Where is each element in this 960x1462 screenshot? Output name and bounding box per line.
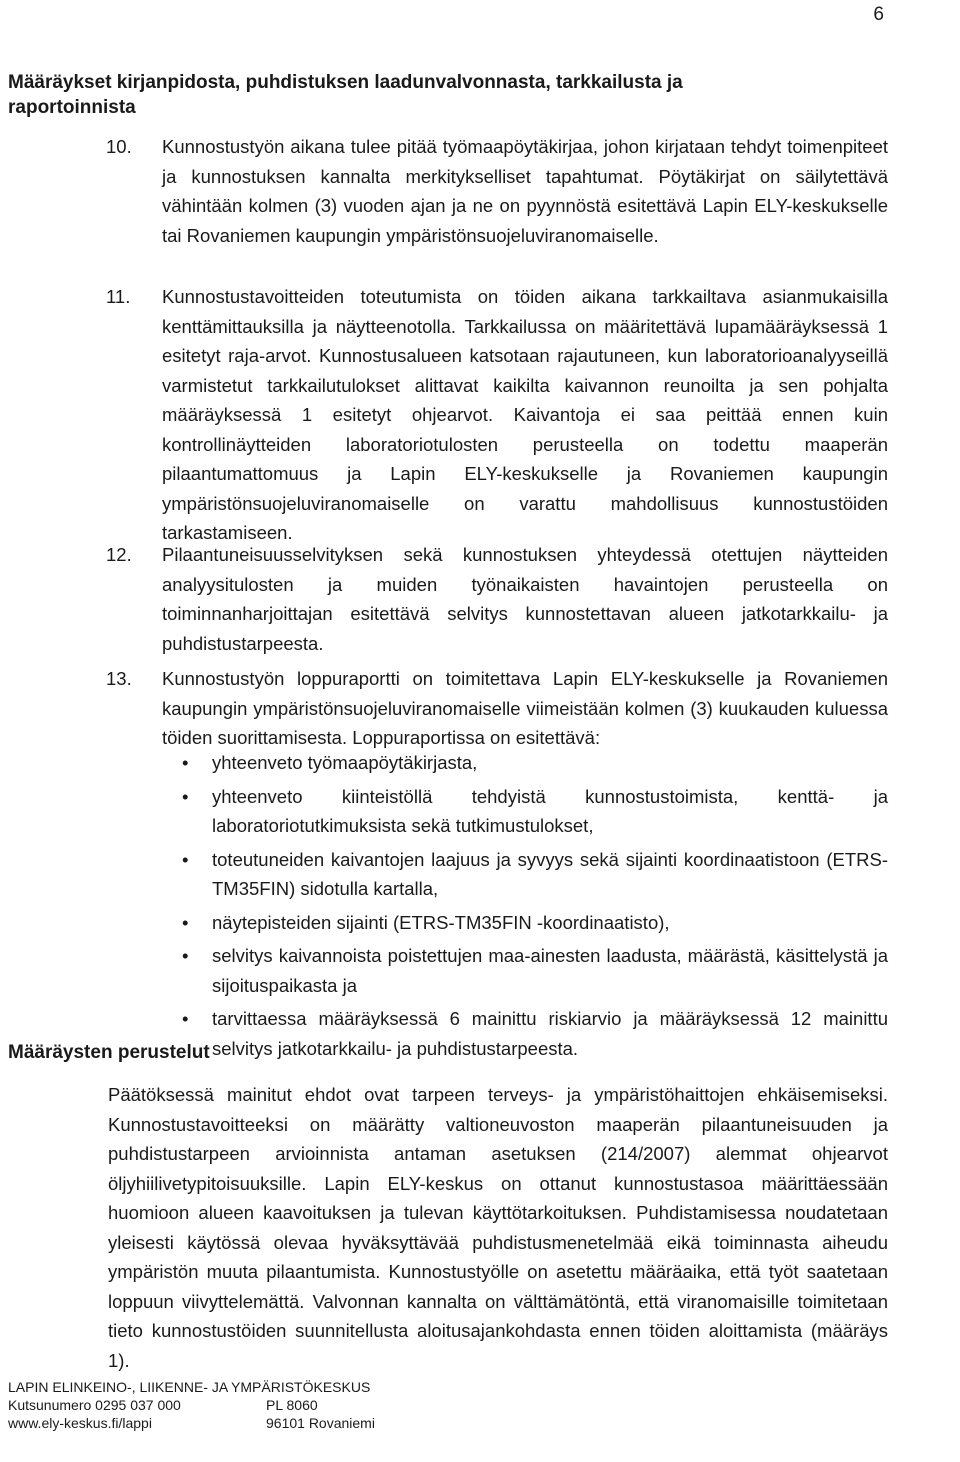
- footer: [8, 1378, 375, 1432]
- page-number: 6: [873, 4, 884, 25]
- item-number: 13.: [106, 668, 132, 689]
- footer-org: LAPIN ELINKEINO-, LIIKENNE- JA YMPÄRISTÖKESKUS: [8, 1379, 371, 1395]
- list-item: • yhteenveto kiinteistöllä tehdyistä kunnostustoimista, kenttä- ja laboratoriotutkimuksista sekä tutkimustulokset,: [162, 782, 888, 841]
- list-item: • yhteenveto työmaapöytäkirjasta,: [162, 748, 888, 778]
- item-text: Kunnostustavoitteiden toteutumista on töiden aikana tarkkailtava asianmukaisilla kenttämittauksilla ja näytteenotolla. Tarkkailussa on määritettävä lupamääräyksessä 1 esitetyt raja-arvot. Kunnostusalueen katsotaan rajautuneen, kun laboratorioanalyyseillä varmistetut tarkkailutulokset alittavat kaikilta kaivannon reunoilta ja sen pohjalta määräyksessä 1 esitetyt ohjearvot. Kaivantoja ei saa peittää ennen kuin kontrollinäytteiden laboratoriotulosten perusteella on todettu maaperän pilaantumattomuus ja Lapin ELY-keskukselle ja Rovaniemen kaupungin ympäristönsuojeluviranomaiselle on varattu mahdollisuus kunnostustöiden tarkastamiseen.: [162, 286, 888, 543]
- item-text: Kunnostustyön loppuraportti on toimitettava Lapin ELY-keskukselle ja Rovaniemen kaupungin ympäristönsuojeluviranomaiselle viimeistään kolmen (3) kuukauden kuluessa töiden suorittamisesta. Loppuraportissa on esitettävä:: [162, 668, 888, 748]
- bullet-icon: •: [182, 752, 189, 773]
- section-heading: Määräykset kirjanpidosta, puhdistuksen laadunvalvonnasta, tarkkailusta ja raportoinnista: [8, 72, 683, 118]
- section-heading: Määräysten perustelut: [8, 1042, 210, 1063]
- footer-postal: 96101 Rovaniemi: [266, 1415, 375, 1431]
- item-number: 10.: [106, 136, 132, 157]
- bullet-icon: •: [182, 945, 189, 966]
- item-number: 12.: [106, 544, 132, 565]
- rationale-paragraph: Päätöksessä mainitut ehdot ovat tarpeen terveys- ja ympäristöhaittojen ehkäisemiseksi. Kunnostustavoitteeksi on määrätty valtioneuvoston maaperän pilaantuneisuuden ja puhdistustarpeen arvioinnista antaman asetuksen (214/2007) alemmat ohjearvot öljyhiilivetypitoisuuksille. Lapin ELY-keskus on ottanut kunnostustasoa määrittäessään huomioon alueen kaavoituksen ja tulevan käyttötarkoituksen. Puhdistamisessa noudatetaan yleisesti käytössä olevaa hyväksyttävää puhdistusmenetelmää eikä toiminnasta aiheudu ympäristön muuta pilaantumista. Kunnostustyölle on asetettu määräaika, että työt saatetaan loppuun viivyttelemättä. Valvonnan kannalta on välttämätöntä, että viranomaisille toimitetaan tieto kunnostustöiden suunnitellusta aloitusajankohdasta ennen töiden aloittamista (määräys 1).: [108, 1084, 888, 1371]
- item-text: Pilaantuneisuusselvityksen sekä kunnostuksen yhteydessä otettujen näytteiden analyysitulosten ja muiden työnaikaisten havaintojen perusteella on toiminnanharjoittajan esitettävä selvitys kunnostettavan alueen jatkotarkkailu- ja puhdistustarpeesta.: [162, 544, 888, 654]
- list-item: • selvitys kaivannoista poistettujen maa-ainesten laadusta, määrästä, käsittelystä ja sijoituspaikasta ja: [162, 941, 888, 1000]
- list-item: • tarvittaessa määräyksessä 6 mainittu riskiarvio ja määräyksessä 12 mainittu selvitys jatkotarkkailu- ja puhdistustarpeesta.: [162, 1004, 888, 1063]
- report-contents-list: [162, 748, 888, 1067]
- bullet-icon: •: [182, 785, 189, 807]
- footer-pobox: PL 8060: [266, 1397, 318, 1413]
- item-text: Kunnostustyön aikana tulee pitää työmaapöytäkirjaa, johon kirjataan tehdyt toimenpiteet ja kunnostuksen kannalta merkitykselliset tapahtumat. Pöytäkirjat on säilytettävä vähintään kolmen (3) vuoden ajan ja ne on pyynnöstä esitettävä Lapin ELY-keskukselle tai Rovaniemen kaupungin ympäristönsuojeluviranomaiselle.: [162, 136, 888, 246]
- bullet-icon: •: [182, 911, 189, 933]
- list-item: • näytepisteiden sijainti (ETRS-TM35FIN -koordinaatisto),: [162, 908, 888, 938]
- item-number: 11.: [106, 286, 131, 307]
- footer-web-link[interactable]: www.ely-keskus.fi/lappi: [8, 1415, 152, 1431]
- list-item: • toteutuneiden kaivantojen laajuus ja syvyys sekä sijainti koordinaatistoon (ETRS-TM35FIN) sidotulla kartalla,: [162, 845, 888, 904]
- bullet-icon: •: [182, 1008, 189, 1029]
- footer-phone: Kutsunumero 0295 037 000: [8, 1397, 181, 1413]
- bullet-icon: •: [182, 848, 189, 870]
